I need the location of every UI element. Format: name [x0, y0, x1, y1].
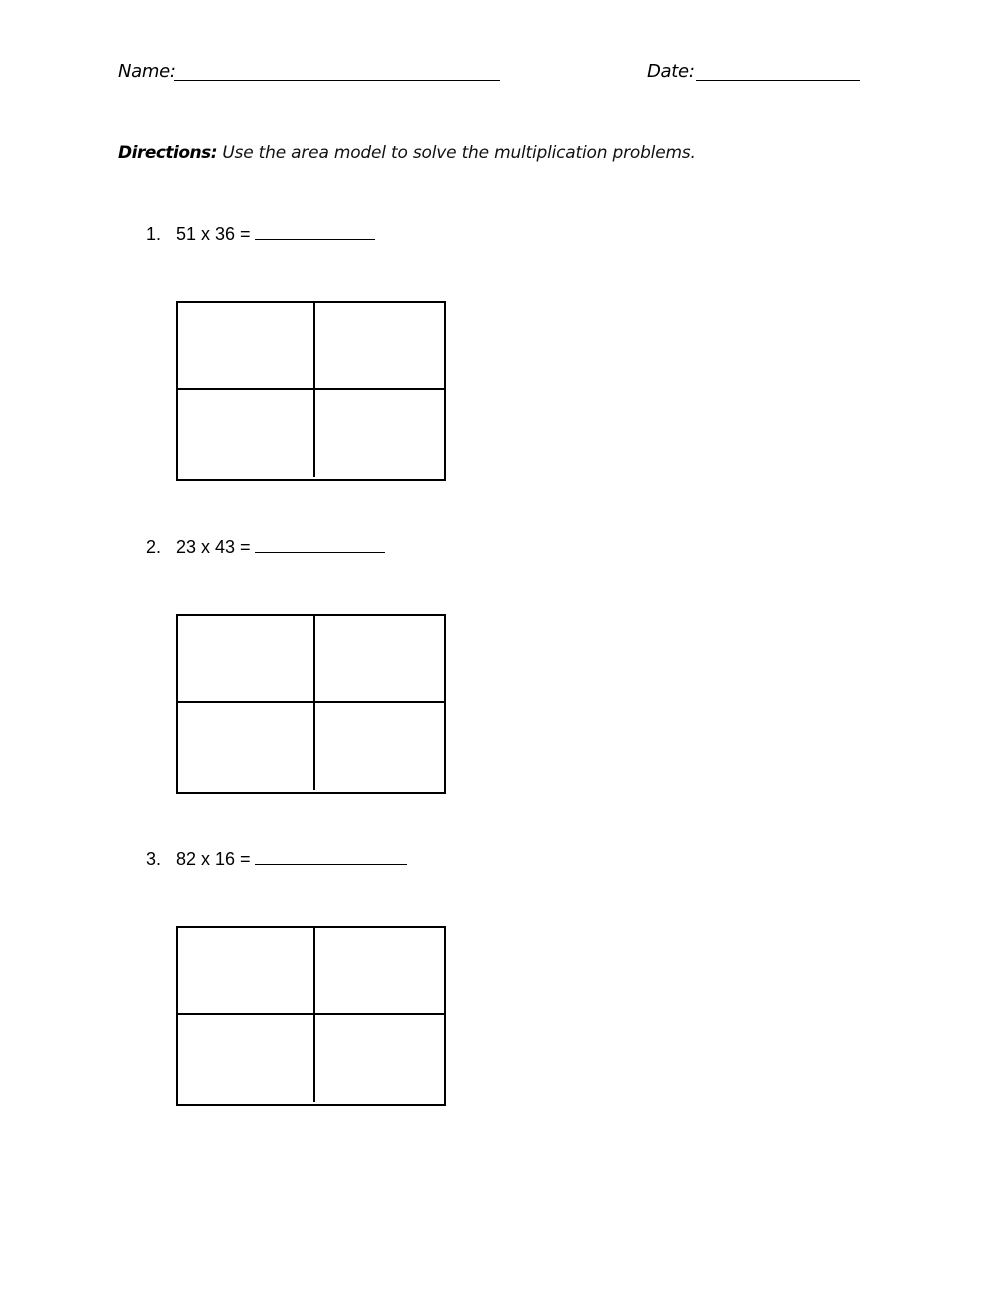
problem-1 [146, 223, 375, 245]
area-model-cell[interactable] [178, 616, 315, 703]
problem-2 [146, 536, 385, 558]
area-model-cell[interactable] [315, 703, 444, 790]
problem-expression: 82 x 16 = [176, 849, 251, 869]
area-model-cell[interactable] [315, 928, 444, 1015]
name-label: Name: [118, 61, 176, 82]
date-label: Date: [647, 61, 695, 82]
area-model-cell[interactable] [178, 1015, 315, 1102]
area-model-cell[interactable] [315, 616, 444, 703]
directions [118, 142, 696, 164]
answer-field[interactable] [255, 536, 385, 553]
problem-number: 1. [146, 224, 162, 244]
answer-field[interactable] [255, 848, 407, 865]
problem-expression: 23 x 43 = [176, 537, 251, 557]
area-model-cell[interactable] [178, 303, 315, 390]
area-model-grid-1 [176, 301, 446, 481]
area-model-cell[interactable] [178, 928, 315, 1015]
area-model-cell[interactable] [178, 703, 315, 790]
problem-number: 3. [146, 849, 162, 869]
answer-field[interactable] [255, 223, 375, 240]
directions-label: Directions: [118, 143, 218, 163]
area-model-cell[interactable] [315, 303, 444, 390]
area-model-cell[interactable] [315, 1015, 444, 1102]
problem-expression: 51 x 36 = [176, 224, 251, 244]
problem-number: 2. [146, 537, 162, 557]
area-model-grid-2 [176, 614, 446, 794]
problem-3 [146, 848, 407, 870]
directions-text: Use the area model to solve the multiplication problems. [222, 143, 696, 163]
date-field[interactable] [696, 80, 860, 81]
area-model-cell[interactable] [178, 390, 315, 477]
area-model-grid-3 [176, 926, 446, 1106]
name-field[interactable] [174, 80, 500, 81]
area-model-cell[interactable] [315, 390, 444, 477]
